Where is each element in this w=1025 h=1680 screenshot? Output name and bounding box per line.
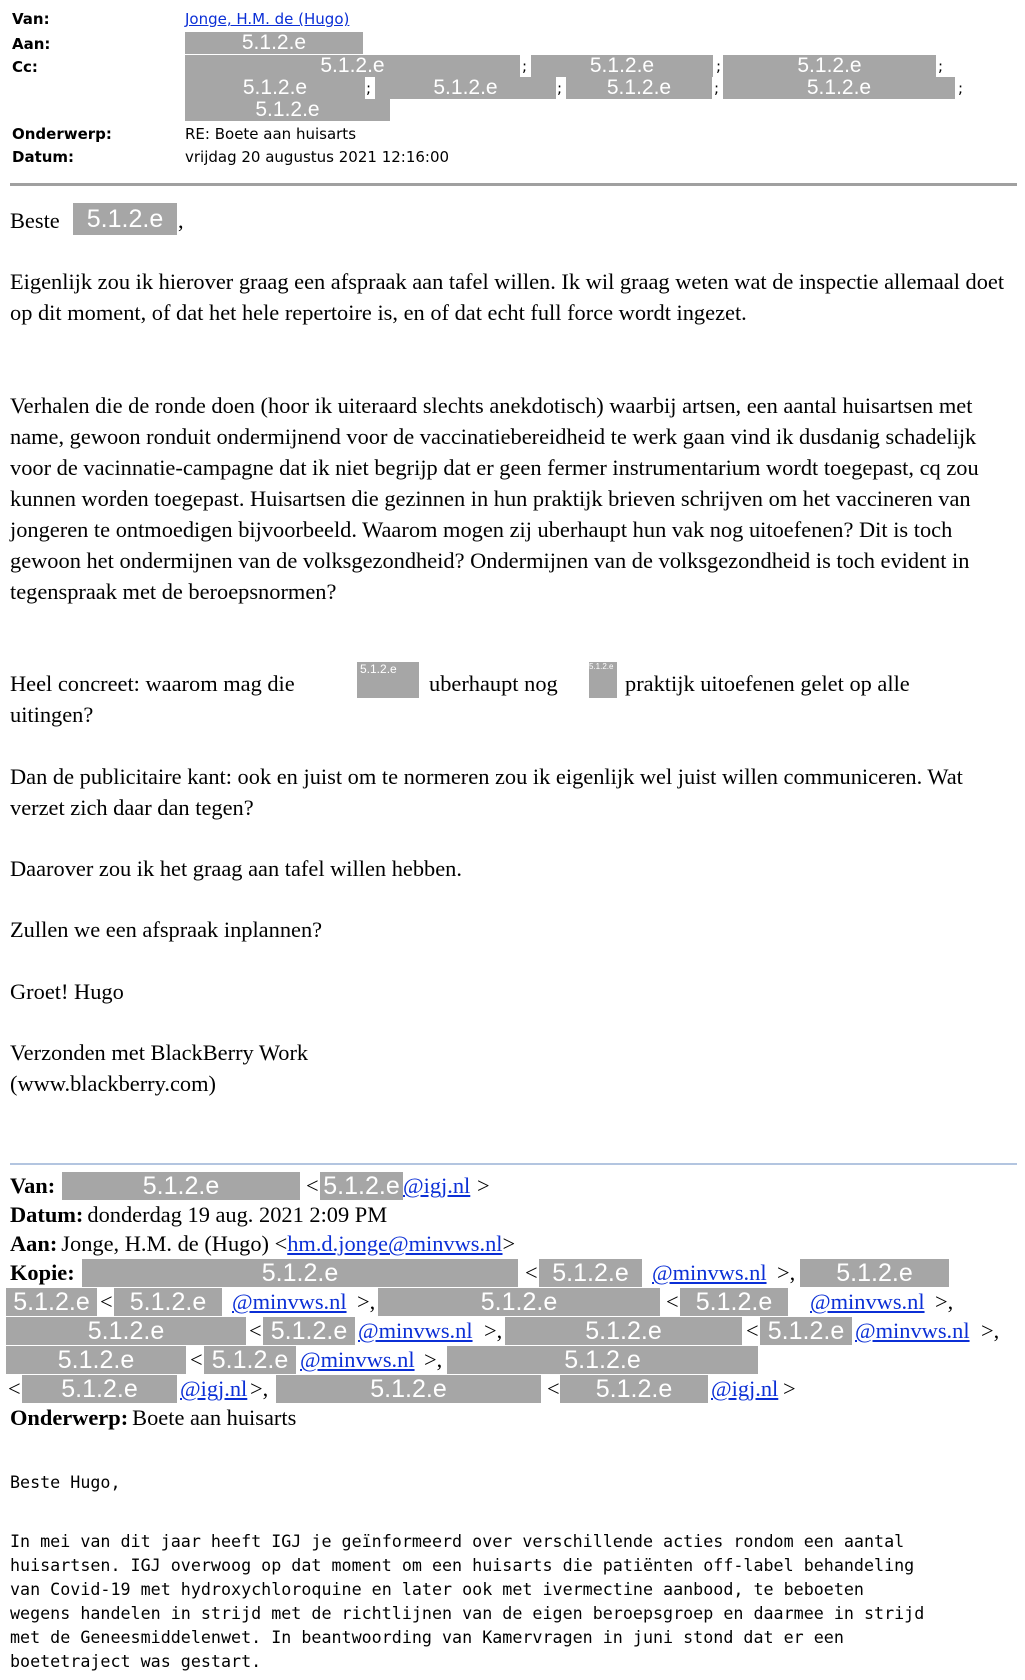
redaction-orig-cc-2b: 5.1.2.e	[6, 1288, 97, 1316]
from-value-link[interactable]: Jonge, H.M. de (Hugo)	[185, 10, 350, 28]
reply-paragraph-4: Dan de publicitaire kant: ook en juist om te normeren zou ik eigenlijk wel juist willen communiceren. Wat verzet zich daar dan tegen?	[10, 764, 963, 820]
redaction-to: 5.1.2.e	[185, 32, 363, 54]
redaction-orig-cc-8-email: 5.1.2.e	[560, 1375, 708, 1403]
redaction-orig-cc-5-email: 5.1.2.e	[760, 1317, 852, 1345]
orig-cc-domain-link[interactable]: @minvws.nl	[855, 1318, 970, 1343]
redaction-inline-2: 5.1.2.e	[589, 662, 617, 698]
redaction-greeting: 5.1.2.e	[73, 203, 177, 235]
orig-to-label: Aan:	[10, 1231, 58, 1256]
redaction-orig-cc-2-email: 5.1.2.e	[114, 1288, 222, 1316]
orig-from-open-bracket: <	[306, 1173, 319, 1198]
redaction-orig-from-email: 5.1.2.e	[320, 1172, 403, 1200]
orig-cc-close: >,	[484, 1318, 503, 1343]
cc-separator: ;	[716, 57, 722, 75]
redaction-orig-cc-4: 5.1.2.e	[6, 1317, 246, 1345]
redaction-orig-cc-2: 5.1.2.e	[800, 1259, 949, 1287]
reply-paragraph-3-part-c: praktijk uitoefenen gelet op alle	[625, 671, 910, 696]
orig-cc-domain-link[interactable]: @minvws.nl	[652, 1260, 767, 1285]
redaction-cc-2: 5.1.2.e	[531, 55, 713, 77]
subject-label: Onderwerp:	[12, 125, 112, 143]
orig-subject-value: Boete aan huisarts	[132, 1405, 297, 1430]
quoted-divider	[10, 1163, 1017, 1165]
redaction-cc-8: 5.1.2.e	[185, 99, 390, 121]
reply-paragraph-1: Eigenlijk zou ik hierover graag een afspraak aan tafel willen. Ik wil graag weten wat de inspectie allemaal doet op dit moment, of dat het hele repertoire is, en of dat echt full force wordt ingezet.	[10, 269, 1005, 325]
orig-from-close-bracket: >	[477, 1173, 490, 1198]
orig-cc-close: >,	[424, 1347, 443, 1372]
blackberry-line-2: (www.blackberry.com)	[10, 1071, 216, 1096]
cc-label: Cc:	[12, 58, 38, 76]
orig-cc-bracket: <	[525, 1260, 538, 1285]
orig-to-name: Jonge, H.M. de (Hugo) <	[61, 1231, 288, 1256]
redaction-orig-cc-8: 5.1.2.e	[276, 1375, 541, 1403]
orig-cc-close: >,	[357, 1289, 376, 1314]
orig-from-domain-link[interactable]: @igj.nl	[403, 1173, 471, 1198]
redaction-orig-cc-1-email: 5.1.2.e	[539, 1259, 642, 1287]
redaction-orig-from-name: 5.1.2.e	[62, 1172, 300, 1200]
orig-cc-close: >,	[250, 1376, 269, 1401]
reply-paragraph-3-part-a: Heel concreet: waarom mag die	[10, 671, 295, 696]
orig-cc-bracket: <	[100, 1289, 113, 1314]
orig-cc-close: >,	[777, 1260, 796, 1285]
orig-cc-igj-link[interactable]: @igj.nl	[711, 1376, 779, 1401]
orig-from-label: Van:	[10, 1173, 56, 1198]
reply-paragraph-3-part-b: uberhaupt nog	[429, 671, 558, 696]
cc-separator: ;	[557, 79, 563, 97]
cc-separator: ;	[366, 79, 372, 97]
header-divider	[10, 183, 1017, 186]
orig-greeting: Beste Hugo,	[10, 1472, 121, 1492]
redaction-inline-1: 5.1.2.e	[357, 662, 419, 698]
orig-subject-row	[10, 1404, 296, 1435]
redaction-orig-cc-6-email: 5.1.2.e	[204, 1346, 296, 1374]
redaction-orig-cc-1: 5.1.2.e	[82, 1259, 518, 1287]
orig-cc-domain-link[interactable]: @minvws.nl	[232, 1289, 347, 1314]
subject-value: RE: Boete aan huisarts	[185, 125, 357, 143]
orig-body-line: boetetraject was gestart.	[10, 1651, 262, 1671]
redaction-orig-cc-7: 5.1.2.e	[447, 1346, 758, 1374]
orig-cc-igj-link[interactable]: @igj.nl	[180, 1376, 248, 1401]
date-value: vrijdag 20 augustus 2021 12:16:00	[185, 148, 450, 166]
orig-body-line: wegens handelen in strijd met de richtlijnen van de eigen beroepsgroep en daarmee in strijd	[10, 1603, 925, 1623]
greeting-prefix: Beste	[10, 208, 60, 233]
to-label: Aan:	[12, 35, 51, 53]
orig-to-close: >	[502, 1231, 516, 1256]
redaction-cc-3: 5.1.2.e	[723, 55, 936, 77]
orig-cc-bracket: <	[547, 1376, 560, 1401]
from-label: Van:	[12, 10, 50, 28]
orig-cc-bracket: <	[8, 1376, 21, 1401]
redaction-orig-cc-3-email: 5.1.2.e	[680, 1288, 788, 1316]
redaction-cc-7: 5.1.2.e	[723, 77, 955, 99]
redaction-cc-5: 5.1.2.e	[375, 77, 556, 99]
reply-paragraph-3-part-d: uitingen?	[10, 702, 94, 727]
orig-cc-close: >,	[981, 1318, 1000, 1343]
cc-separator: ;	[714, 79, 720, 97]
orig-body-line: met de Geneesmiddelenwet. In beantwoording van Kamervragen in juni stond dat er een	[10, 1627, 844, 1647]
redaction-cc-6: 5.1.2.e	[566, 77, 712, 99]
orig-to-row	[10, 1230, 515, 1261]
orig-cc-bracket: <	[249, 1318, 262, 1343]
cc-separator: ;	[958, 79, 964, 97]
reply-paragraph-5: Daarover zou ik het graag aan tafel willen hebben.	[10, 856, 462, 881]
orig-cc-close: >,	[935, 1289, 954, 1314]
orig-body-line: In mei van dit jaar heeft IGJ je geïnformeerd over verschillende acties rondom een aantal	[10, 1531, 905, 1551]
orig-subject-label: Onderwerp:	[10, 1405, 129, 1430]
redaction-orig-cc-4-email: 5.1.2.e	[263, 1317, 355, 1345]
orig-date-label: Datum:	[10, 1202, 84, 1227]
blackberry-line-1: Verzonden met BlackBerry Work	[10, 1040, 309, 1065]
reply-signoff: Groet! Hugo	[10, 979, 124, 1004]
greeting-suffix: ,	[178, 208, 184, 233]
orig-cc-close: >	[783, 1376, 796, 1401]
cc-separator: ;	[938, 57, 944, 75]
orig-cc-domain-link[interactable]: @minvws.nl	[300, 1347, 415, 1372]
date-label: Datum:	[12, 148, 75, 166]
orig-to-email-link[interactable]: hm.d.jonge@minvws.nl	[287, 1231, 503, 1256]
redaction-orig-cc-6: 5.1.2.e	[6, 1346, 186, 1374]
cc-separator: ;	[522, 57, 528, 75]
orig-cc-bracket: <	[746, 1318, 759, 1343]
redaction-orig-cc-3: 5.1.2.e	[378, 1288, 660, 1316]
reply-paragraph-2: Verhalen die de ronde doen (hoor ik uiteraard slechts anekdotisch) waarbij artsen, een aantal huisartsen met name, gewoon ronduit ondermijnend voor de vaccinatiebereidheid te werk gaan vind ik dusdanig schadelijk voor de vacinnatie-campagne dat ik niet begrijp dat er geen fermer instrumentarium wordt toegepast, cq zou kunnen worden toegepast. Huisartsen die gezinnen in hun praktijk brieven schrijven om het vaccineren van jongeren te ontmoedigen bijvoorbeeld. Waarom mogen zij uberhaupt hun vak nog uitoefenen? Dit is toch gewoon het ondermijnen van de volksgezondheid? Ondermijnen van de volksgezondheid is toch evident in tegenspraak met de beroepsnormen?	[10, 393, 979, 604]
orig-date-value: donderdag 19 aug. 2021 2:09 PM	[87, 1202, 388, 1227]
orig-cc-domain-link[interactable]: @minvws.nl	[810, 1289, 925, 1314]
redaction-orig-cc-5: 5.1.2.e	[505, 1317, 742, 1345]
orig-cc-label: Kopie:	[10, 1260, 75, 1285]
redaction-cc-4: 5.1.2.e	[185, 77, 365, 99]
orig-date-row	[10, 1201, 387, 1232]
redaction-cc-1: 5.1.2.e	[185, 55, 520, 77]
orig-body-line: van Covid-19 met hydroxychloroquine en later ook met ivermectine aanbood, te beboeten	[10, 1579, 864, 1599]
reply-paragraph-6: Zullen we een afspraak inplannen?	[10, 917, 323, 942]
redaction-orig-cc-7-email: 5.1.2.e	[22, 1375, 177, 1403]
orig-cc-domain-link[interactable]: @minvws.nl	[358, 1318, 473, 1343]
orig-body-line: huisartsen. IGJ overwoog op dat moment om een huisarts die patiënten off-label behandeling	[10, 1555, 915, 1575]
orig-cc-bracket: <	[666, 1289, 679, 1314]
orig-cc-bracket: <	[190, 1347, 203, 1372]
